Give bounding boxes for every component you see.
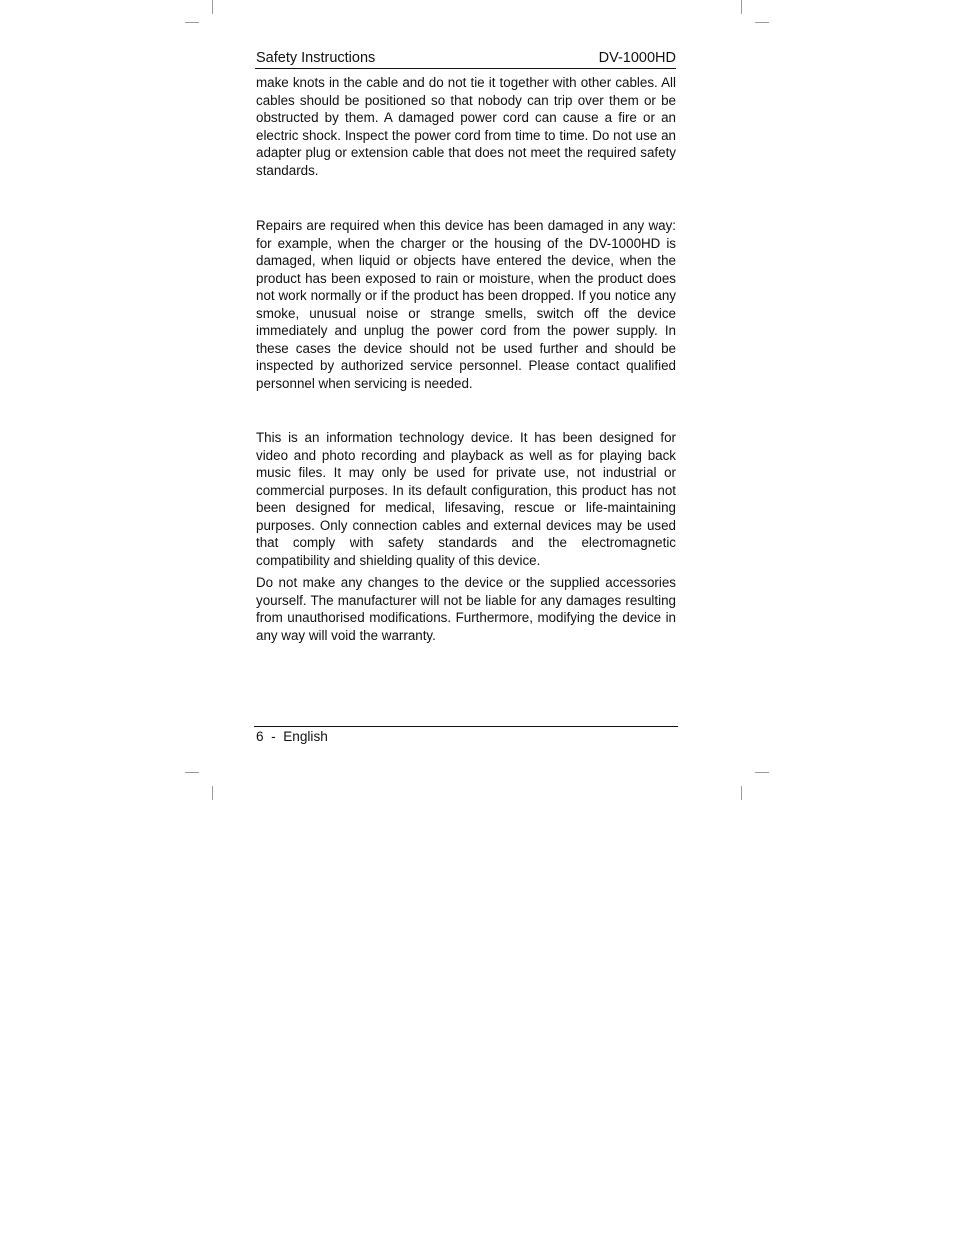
page-footer — [256, 728, 328, 745]
crop-mark-bottom-left-h — [185, 772, 199, 773]
paragraph-power-cord: make knots in the cable and do not tie it together with other cables. All cables should be positioned so that nobody can trip over them or be obstructed by them. A damaged power cord can cause a fire or an electric shock. Inspect the power cord from time to time. Do not use an adapter plug or extension cable that does not meet the required safety standards. — [256, 75, 676, 178]
footer-rule — [254, 726, 678, 727]
crop-mark-bottom-right-v — [741, 786, 742, 800]
crop-mark-bottom-right-h — [755, 772, 769, 773]
crop-mark-top-right-h — [755, 22, 769, 23]
footer-language: English — [283, 729, 328, 744]
crop-mark-top-right-v — [741, 0, 742, 14]
paragraph-intended-use: This is an information technology device. It has been designed for video and photo recording and playback as well as for playing back music files. It may only be used for private use, not industrial or commercial purposes. In its default configuration, this product has not been designed for medical, lifesaving, rescue or life-maintaining purposes. Only connection cables and external devices may be used that comply with safety standards and the electromagnetic compatibility and shielding quality of this device. — [256, 430, 676, 568]
section-title: Safety Instructions — [256, 50, 376, 66]
paragraph-modifications: Do not make any changes to the device or the supplied accessories yourself. The manufacturer will not be liable for any damages resulting from unauthorised modifications. Furthermore, modifying the device in any way will void the warranty. — [256, 575, 676, 643]
crop-mark-top-left-v — [212, 0, 213, 14]
model-name: DV-1000HD — [598, 50, 676, 66]
page-header — [255, 48, 676, 69]
crop-mark-top-left-h — [185, 22, 199, 23]
paragraph-repairs: Repairs are required when this device has been damaged in any way: for example, when the charger or the housing of the DV-1000HD is damaged, when liquid or objects have entered the device, when the product has been exposed to rain or moisture, when the product does not work normally or if the product has been dropped. If you notice any smoke, unusual noise or strange smells, switch off the device immediately and unplug the power cord from the power supply. In these cases the device should not be used further and should be inspected by authorized service personnel. Please contact qualified personnel when servicing is needed. — [256, 218, 676, 391]
footer-separator: - — [271, 729, 276, 744]
page-number: 6 — [256, 729, 264, 744]
crop-mark-bottom-left-v — [212, 786, 213, 800]
